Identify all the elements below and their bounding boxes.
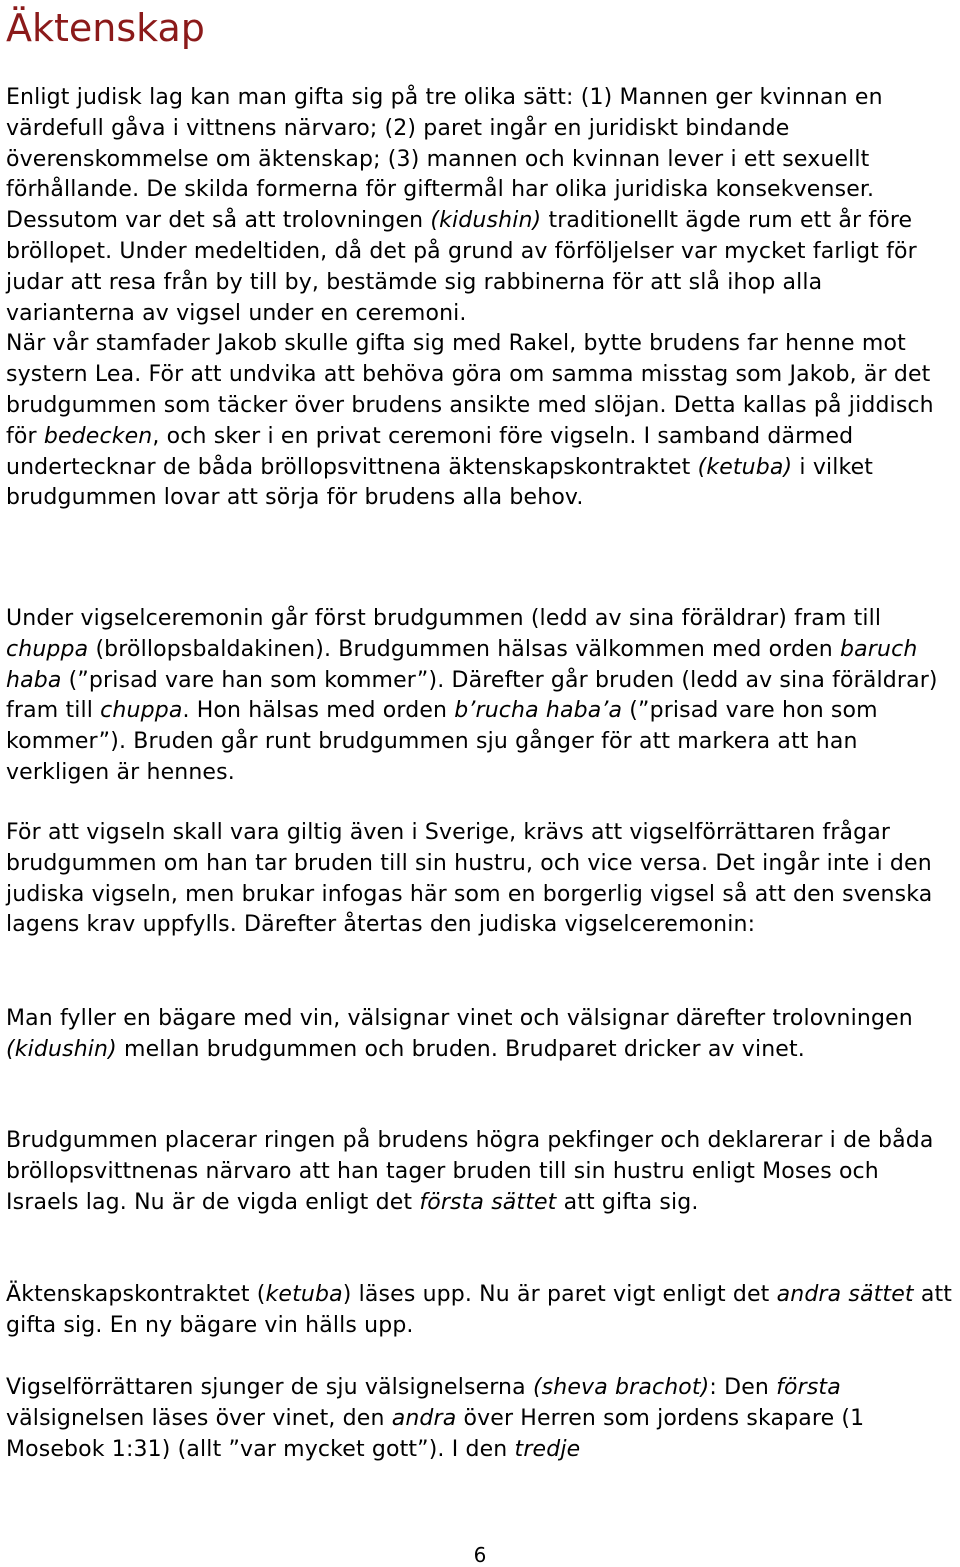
text-run: , och sker i en privat ceremoni före vigseln. I samband därmed undertecknar de båda bröllopsvittnena äktenskapskontraktet xyxy=(6,423,854,480)
text-run: Vigselförrättaren sjunger de sju välsignelserna xyxy=(6,1375,533,1400)
italic-term: chuppa xyxy=(100,698,183,724)
text-run: (”prisad vare han som kommer”). Därefter går bruden (ledd av sina föräldrar) fram till xyxy=(6,667,938,724)
text-run: Äktenskapskontraktet ( xyxy=(6,1282,266,1307)
italic-term: (kidushin) xyxy=(6,1036,117,1062)
text-run: över Herren som jordens skapare (1 Mosebok 1:31) (allt ”var mycket gott”). I den xyxy=(6,1405,865,1462)
text-run: att gifta sig. xyxy=(556,1189,699,1215)
italic-term: b’rucha haba’a xyxy=(454,698,623,724)
text-run: i vilket brudgummen lovar att sörja för brudens alla behov. xyxy=(6,454,874,511)
paragraph-marriage-forms xyxy=(6,83,954,514)
text-run: ) läses upp. Nu är paret vigt enligt det xyxy=(342,1282,777,1307)
text-run: Enligt judisk lag kan man gifta sig på tre olika sätt: (1) Mannen ger kvinnan en värdefull gåva i vittnens närvaro; (2) paret ingår en juridiskt bindande överenskommelse om äktenskap; (3) mannen och kvinnan lever i ett sexuellt förhållande. De skilda formerna för giftermål har olika juridiska konsekvenser. Dessutom var det så att trolovningen xyxy=(6,85,883,234)
italic-term: (ketuba) xyxy=(697,454,793,480)
italic-term: andra sättet xyxy=(776,1282,914,1307)
paragraph-ceremony-entrance xyxy=(6,604,954,789)
italic-term: (kidushin) xyxy=(430,208,542,234)
text-run: välsignelsen läses över vinet, den xyxy=(6,1405,392,1431)
page-number: 6 xyxy=(473,1543,487,1567)
italic-term: första xyxy=(776,1375,841,1400)
text-run: . Hon hälsas med orden xyxy=(182,698,455,724)
text-run: traditionellt ägde rum ett år före bröllopet. Under medeltiden, då det på grund av förföljelser var mycket farligt för judar att resa från by till by, bestämde sig rabbinerna för att slå ihop alla varianterna av vigsel under en ceremoni. xyxy=(6,208,917,326)
paragraph-ring xyxy=(6,1126,954,1218)
paragraph-swedish-law: För att vigseln skall vara giltig även i Sverige, krävs att vigselförrättaren frågar brudgummen om han tar bruden till sin hustru, och vice versa. Det ingår inte i den judiska vigseln, men brukar infogas här som en borgerlig vigsel så att den svenska lagens krav uppfylls. Därefter återtas den judiska vigselceremonin: xyxy=(6,820,933,938)
text-run: När vår stamfader Jakob skulle gifta sig med Rakel, bytte brudens far henne mot systern Lea. För att undvika att behöva göra om samma misstag som Jakob, är det brudgummen som täcker över brudens ansikte med slöjan. Detta kallas på jiddisch för xyxy=(6,331,934,449)
paragraph-seven-blessings xyxy=(6,1373,954,1465)
text-run: Under vigselceremonin går först brudgummen (ledd av sina föräldrar) fram till xyxy=(6,606,882,631)
italic-term: (sheva brachot) xyxy=(532,1375,710,1400)
text-run: Brudgummen placerar ringen på brudens högra pekfinger och deklarerar i de båda bröllopsvittnenas närvaro att han tager bruden till sin hustru enligt Moses och Israels lag. Nu är de vigda enligt det xyxy=(6,1128,934,1215)
italic-term: tredje xyxy=(514,1436,581,1462)
italic-term: bedecken xyxy=(43,423,153,449)
paragraph-ketuba xyxy=(6,1280,954,1342)
italic-term: ketuba xyxy=(265,1282,343,1307)
text-run: (bröllopsbaldakinen). Brudgummen hälsas välkommen med orden xyxy=(88,636,841,662)
text-run: : Den xyxy=(709,1375,777,1400)
italic-term: andra xyxy=(391,1405,457,1431)
text-run: mellan brudgummen och bruden. Brudparet dricker av vinet. xyxy=(116,1036,805,1062)
text-run: (”prisad vare hon som kommer”). Bruden går runt brudgummen sju gånger för att markera att han verkligen är hennes. xyxy=(6,698,878,785)
text-run: Man fyller en bägare med vin, välsignar vinet och välsignar därefter trolovningen xyxy=(6,1006,913,1031)
italic-term: baruch haba xyxy=(6,636,918,693)
paragraph-wine-blessing xyxy=(6,1004,954,1066)
italic-term: chuppa xyxy=(6,636,89,662)
page-title: Äktenskap xyxy=(6,6,205,50)
text-run: att gifta sig. En ny bägare vin hälls upp. xyxy=(6,1282,952,1338)
italic-term: första sättet xyxy=(419,1189,557,1215)
